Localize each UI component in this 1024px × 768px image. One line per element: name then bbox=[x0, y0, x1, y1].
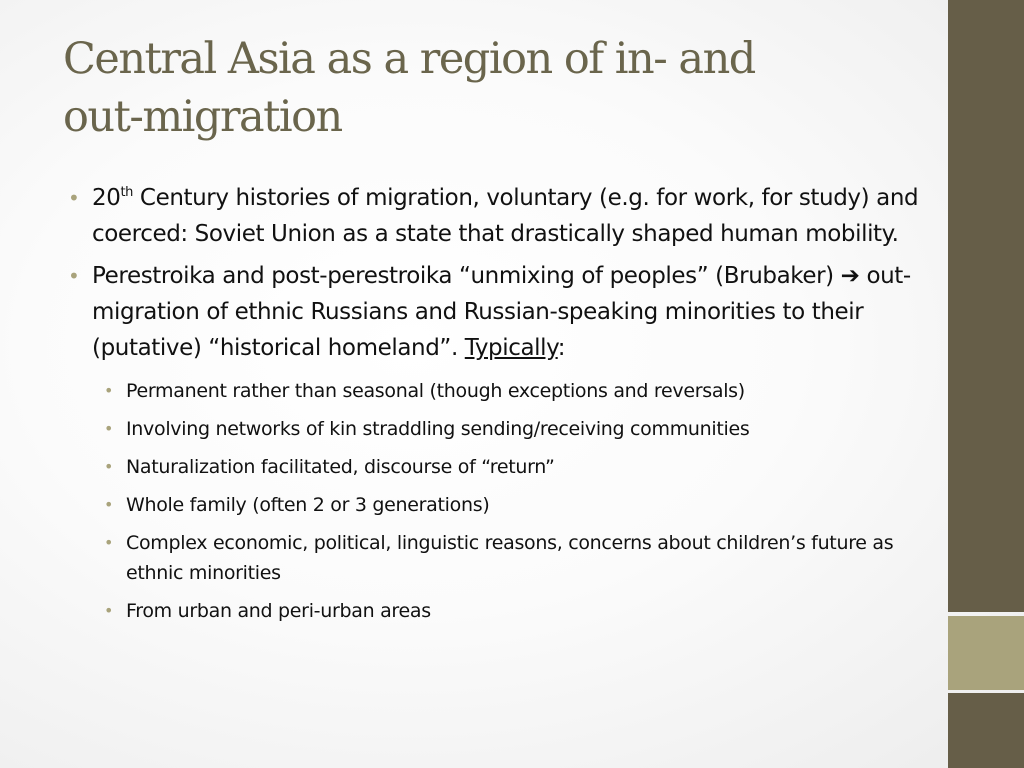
sub-bullet-list bbox=[68, 376, 928, 626]
decorative-bar-bottom bbox=[948, 693, 1024, 768]
sub-bullet-item bbox=[104, 452, 928, 482]
title-line-2: out-migration bbox=[63, 92, 342, 142]
sub-bullet-text: Naturalization facilitated, discourse of “return” bbox=[126, 456, 555, 478]
bullet-list bbox=[68, 180, 928, 626]
sub-bullet-text: From urban and peri-urban areas bbox=[126, 600, 431, 622]
title-line-1: Central Asia as a region of in- and bbox=[63, 34, 755, 84]
sub-bullet-item bbox=[104, 596, 928, 626]
decorative-bar-top bbox=[948, 0, 1024, 612]
bullet-icon: • bbox=[104, 419, 114, 438]
bullet-text: out-migration of ethnic Russians and Russian-speaking minorities to their (putative) “historical homeland”. bbox=[92, 263, 911, 361]
sub-bullet-text: Involving networks of kin straddling sending/receiving communities bbox=[126, 418, 750, 440]
sub-bullet-text: Permanent rather than seasonal (though exceptions and reversals) bbox=[126, 380, 745, 402]
bullet-text-prefix: 20 bbox=[92, 185, 121, 211]
sub-bullet-text: Complex economic, political, linguistic reasons, concerns about children’s future as ethnic minorities bbox=[126, 532, 894, 584]
bullet-text: Century histories of migration, voluntary (e.g. for work, for study) and coerced: Soviet Union as a state that drastically shaped human mobility. bbox=[92, 185, 919, 247]
slide-body bbox=[68, 180, 928, 634]
sub-bullet-item bbox=[104, 528, 928, 588]
bullet-item bbox=[68, 180, 928, 252]
bullet-icon: • bbox=[104, 457, 114, 476]
bullet-icon: • bbox=[104, 601, 114, 620]
bullet-text: Perestroika and post-perestroika “unmixing of peoples” (Brubaker) bbox=[92, 263, 841, 289]
bullet-item bbox=[68, 258, 928, 626]
sub-bullet-item bbox=[104, 490, 928, 520]
bullet-icon: • bbox=[104, 495, 114, 514]
bullet-icon: • bbox=[104, 381, 114, 400]
bullet-text-superscript: th bbox=[120, 185, 134, 200]
sub-bullet-item bbox=[104, 414, 928, 444]
bullet-icon: • bbox=[104, 533, 114, 552]
sub-bullet-text: Whole family (often 2 or 3 generations) bbox=[126, 494, 490, 516]
bullet-text-suffix: : bbox=[557, 335, 566, 361]
decorative-bar-middle bbox=[948, 616, 1024, 690]
right-arrow-icon: ➔ bbox=[840, 263, 860, 289]
bullet-icon: • bbox=[68, 264, 80, 288]
sub-bullet-item bbox=[104, 376, 928, 406]
slide-title bbox=[63, 30, 923, 146]
bullet-icon: • bbox=[68, 186, 80, 210]
bullet-text-underlined: Typically bbox=[464, 335, 558, 361]
